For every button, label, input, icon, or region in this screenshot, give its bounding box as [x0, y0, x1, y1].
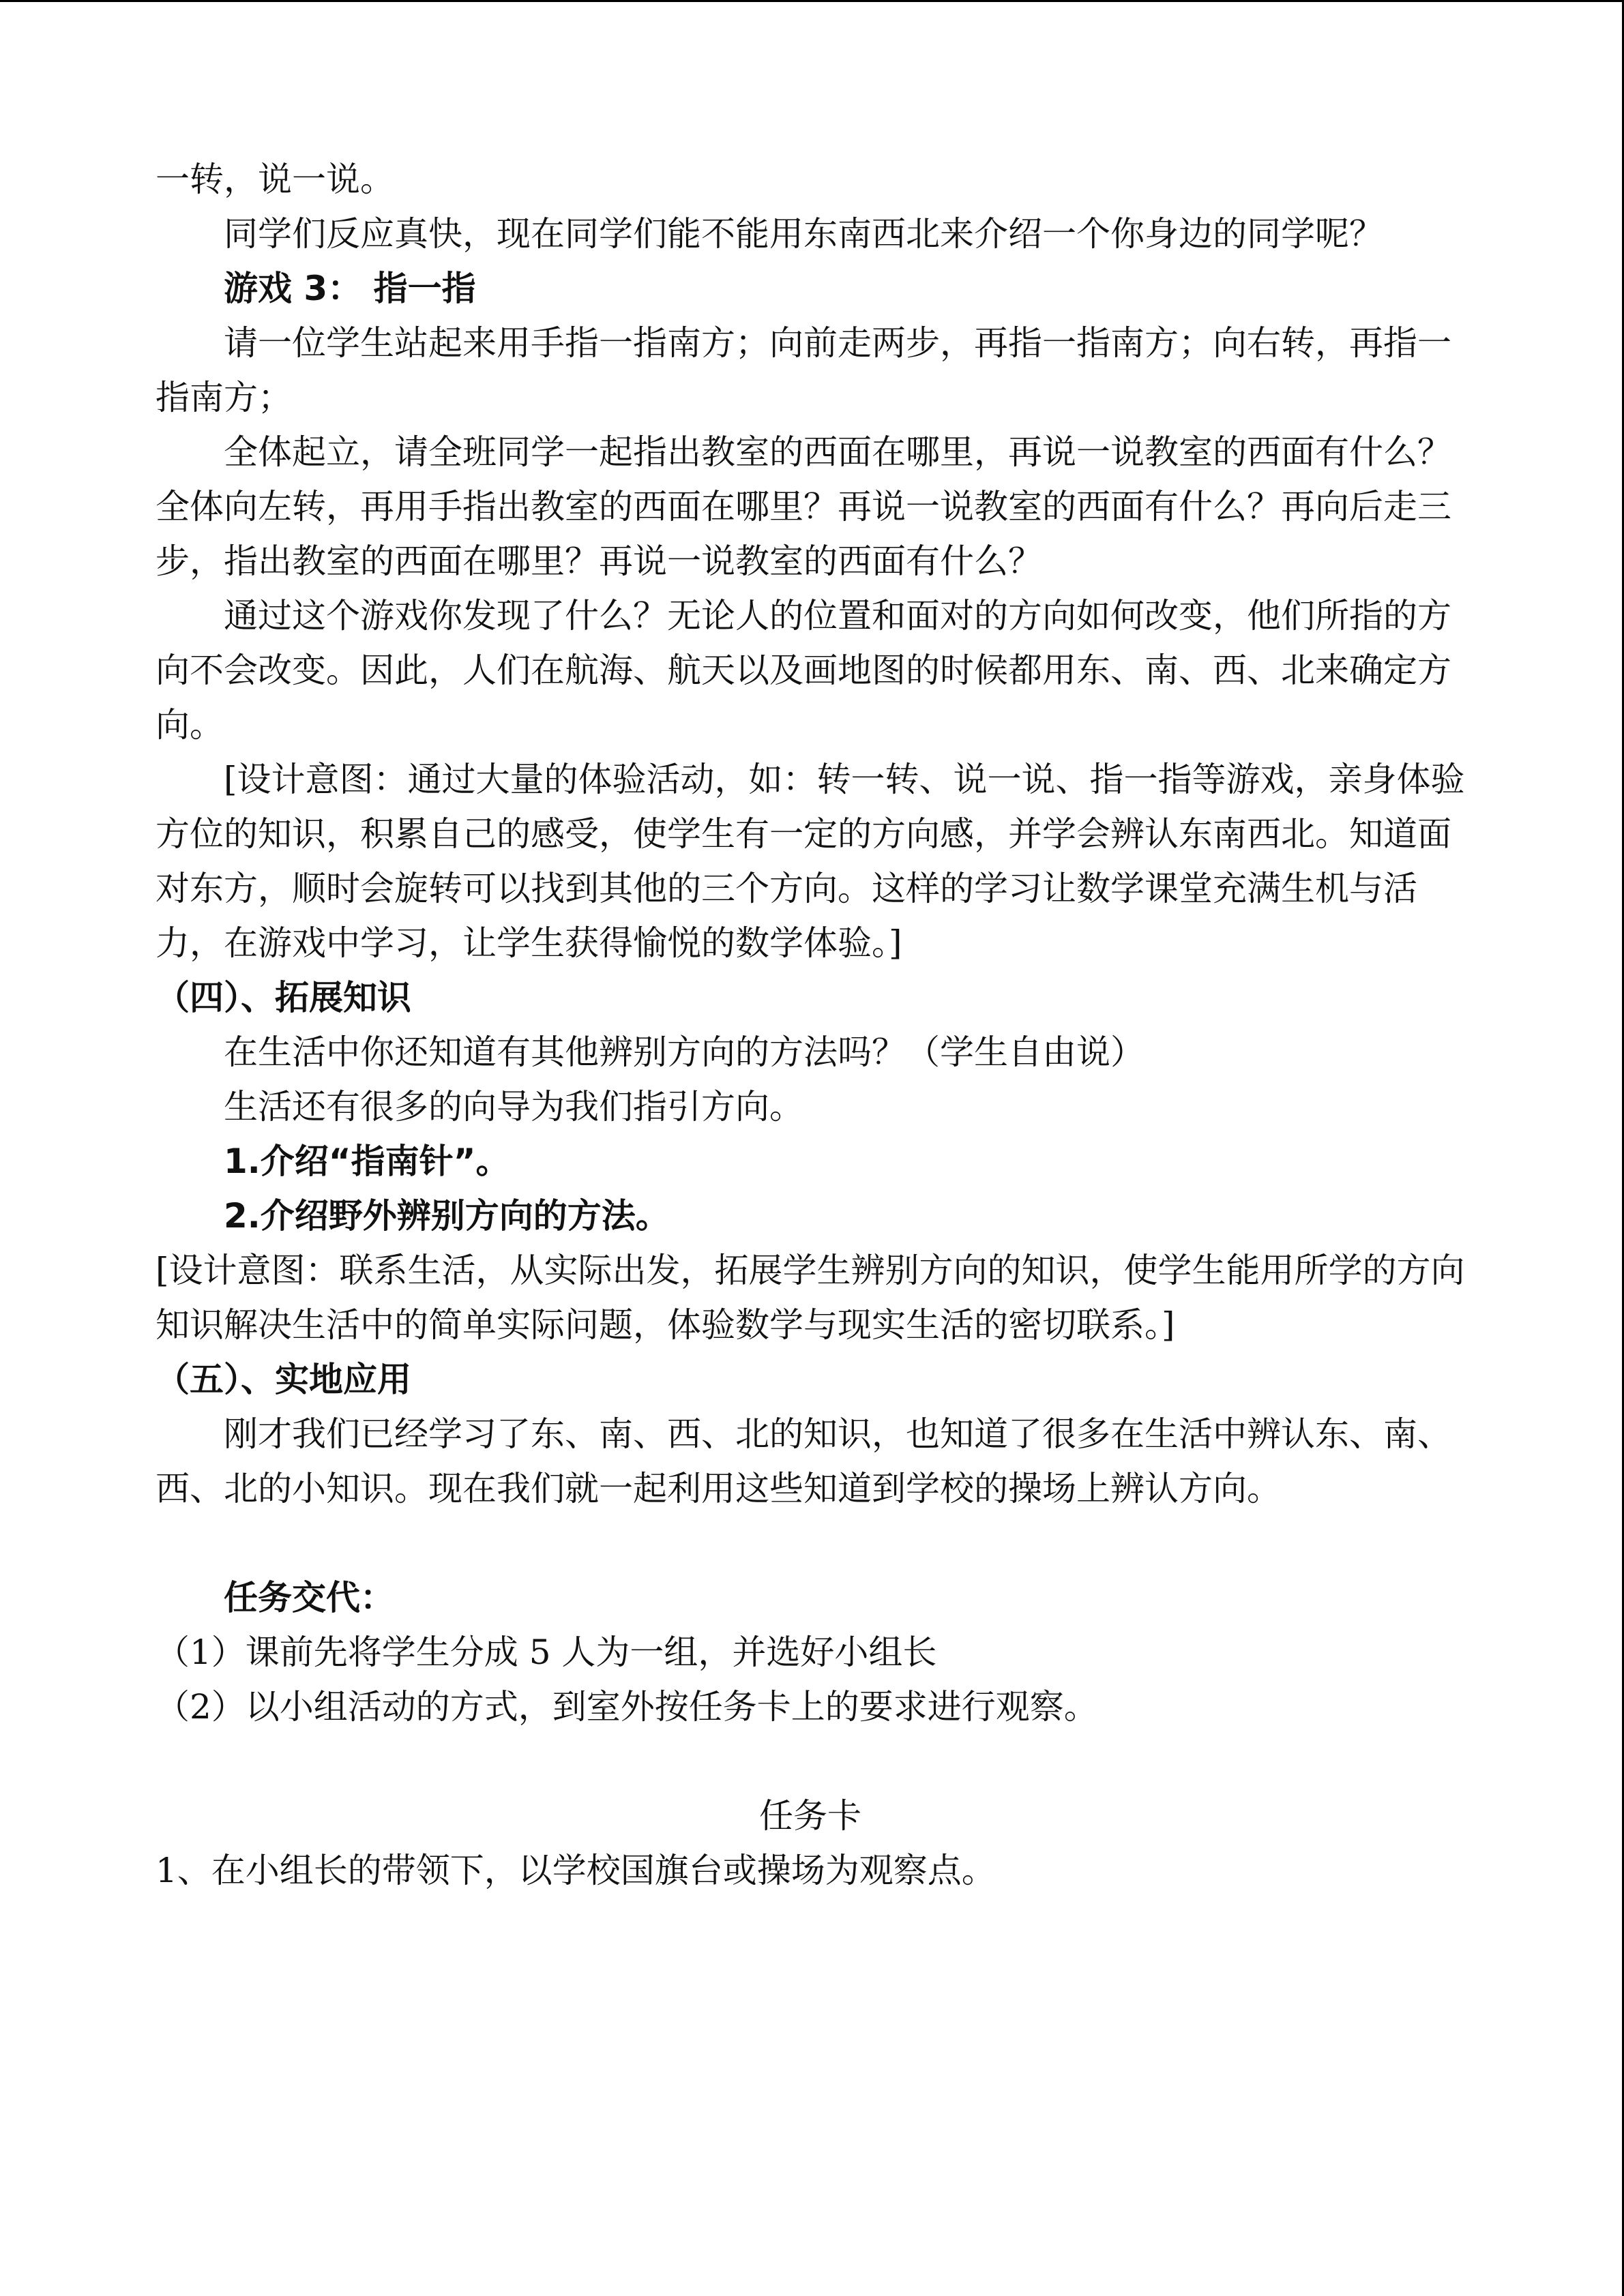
document-body [156, 152, 1465, 1898]
game3-heading: 游戏 3： 指一指 [224, 269, 476, 308]
paragraph: 在生活中你还知道有其他辨别方向的方法吗？（学生自由说） [224, 1032, 1145, 1072]
section-heading-5: （五）、实地应用 [156, 1360, 411, 1399]
task-card-title: 任务卡 [759, 1796, 861, 1836]
task-heading: 任务交代： [224, 1578, 394, 1617]
paragraph: 同学们反应真快，现在同学们能不能用东南西北来介绍一个你身边的同学呢？ [224, 214, 1383, 254]
paragraph: 生活还有很多的向导为我们指引方向。 [224, 1087, 803, 1127]
list-item: 2.介绍野外辨别方向的方法。 [224, 1196, 670, 1236]
paragraph: 刚才我们已经学习了东、南、西、北的知识，也知道了很多在生活中辨认东、南、西、北的小知识。现在我们就一起利用这些知道到学校的操场上辨认方向。 [156, 1414, 1451, 1508]
section-heading-4: （四）、拓展知识 [156, 978, 411, 1017]
spacer [156, 1734, 1465, 1789]
task-item: （1）课前先将学生分成 5 人为一组，并选好小组长 [156, 1632, 937, 1672]
design-intent-paragraph: [设计意图：通过大量的体验活动，如：转一转、说一说、指一指等游戏，亲身体验方位的知识，积累自己的感受，使学生有一定的方向感，并学会辨认东南西北。知道面对东方，顺时会旋转可以找到其他的三个方向。这样的学习让数学课堂充满生机与活力，在游戏中学习，让学生获得愉悦的数学体验。] [156, 760, 1465, 963]
paragraph: 全体起立，请全班同学一起指出教室的西面在哪里，再说一说教室的西面有什么？全体向左转，再用手指出教室的西面在哪里？再说一说教室的西面有什么？再向后走三步，指出教室的西面在哪里？再说一说教室的西面有什么？ [156, 432, 1451, 581]
spacer [156, 1516, 1465, 1570]
task-item: （2）以小组活动的方式，到室外按任务卡上的要求进行观察。 [156, 1687, 1098, 1727]
paragraph: 通过这个游戏你发现了什么？无论人的位置和面对的方向如何改变，他们所指的方向不会改变。因此，人们在航海、航天以及画地图的时候都用东、南、西、北来确定方向。 [156, 596, 1451, 745]
list-item: 1.介绍“指南针”。 [224, 1142, 510, 1181]
design-intent-paragraph: [设计意图：联系生活，从实际出发，拓展学生辨别方向的知识，使学生能用所学的方向知识解决生活中的简单实际问题，体验数学与现实生活的密切联系。] [156, 1251, 1465, 1345]
paragraph: 请一位学生站起来用手指一指南方；向前走两步，再指一指南方；向右转，再指一指南方； [156, 323, 1451, 417]
paragraph: 一转，说一说。 [156, 160, 394, 199]
task-card-item: 1、在小组长的带领下，以学校国旗台或操场为观察点。 [156, 1851, 996, 1890]
